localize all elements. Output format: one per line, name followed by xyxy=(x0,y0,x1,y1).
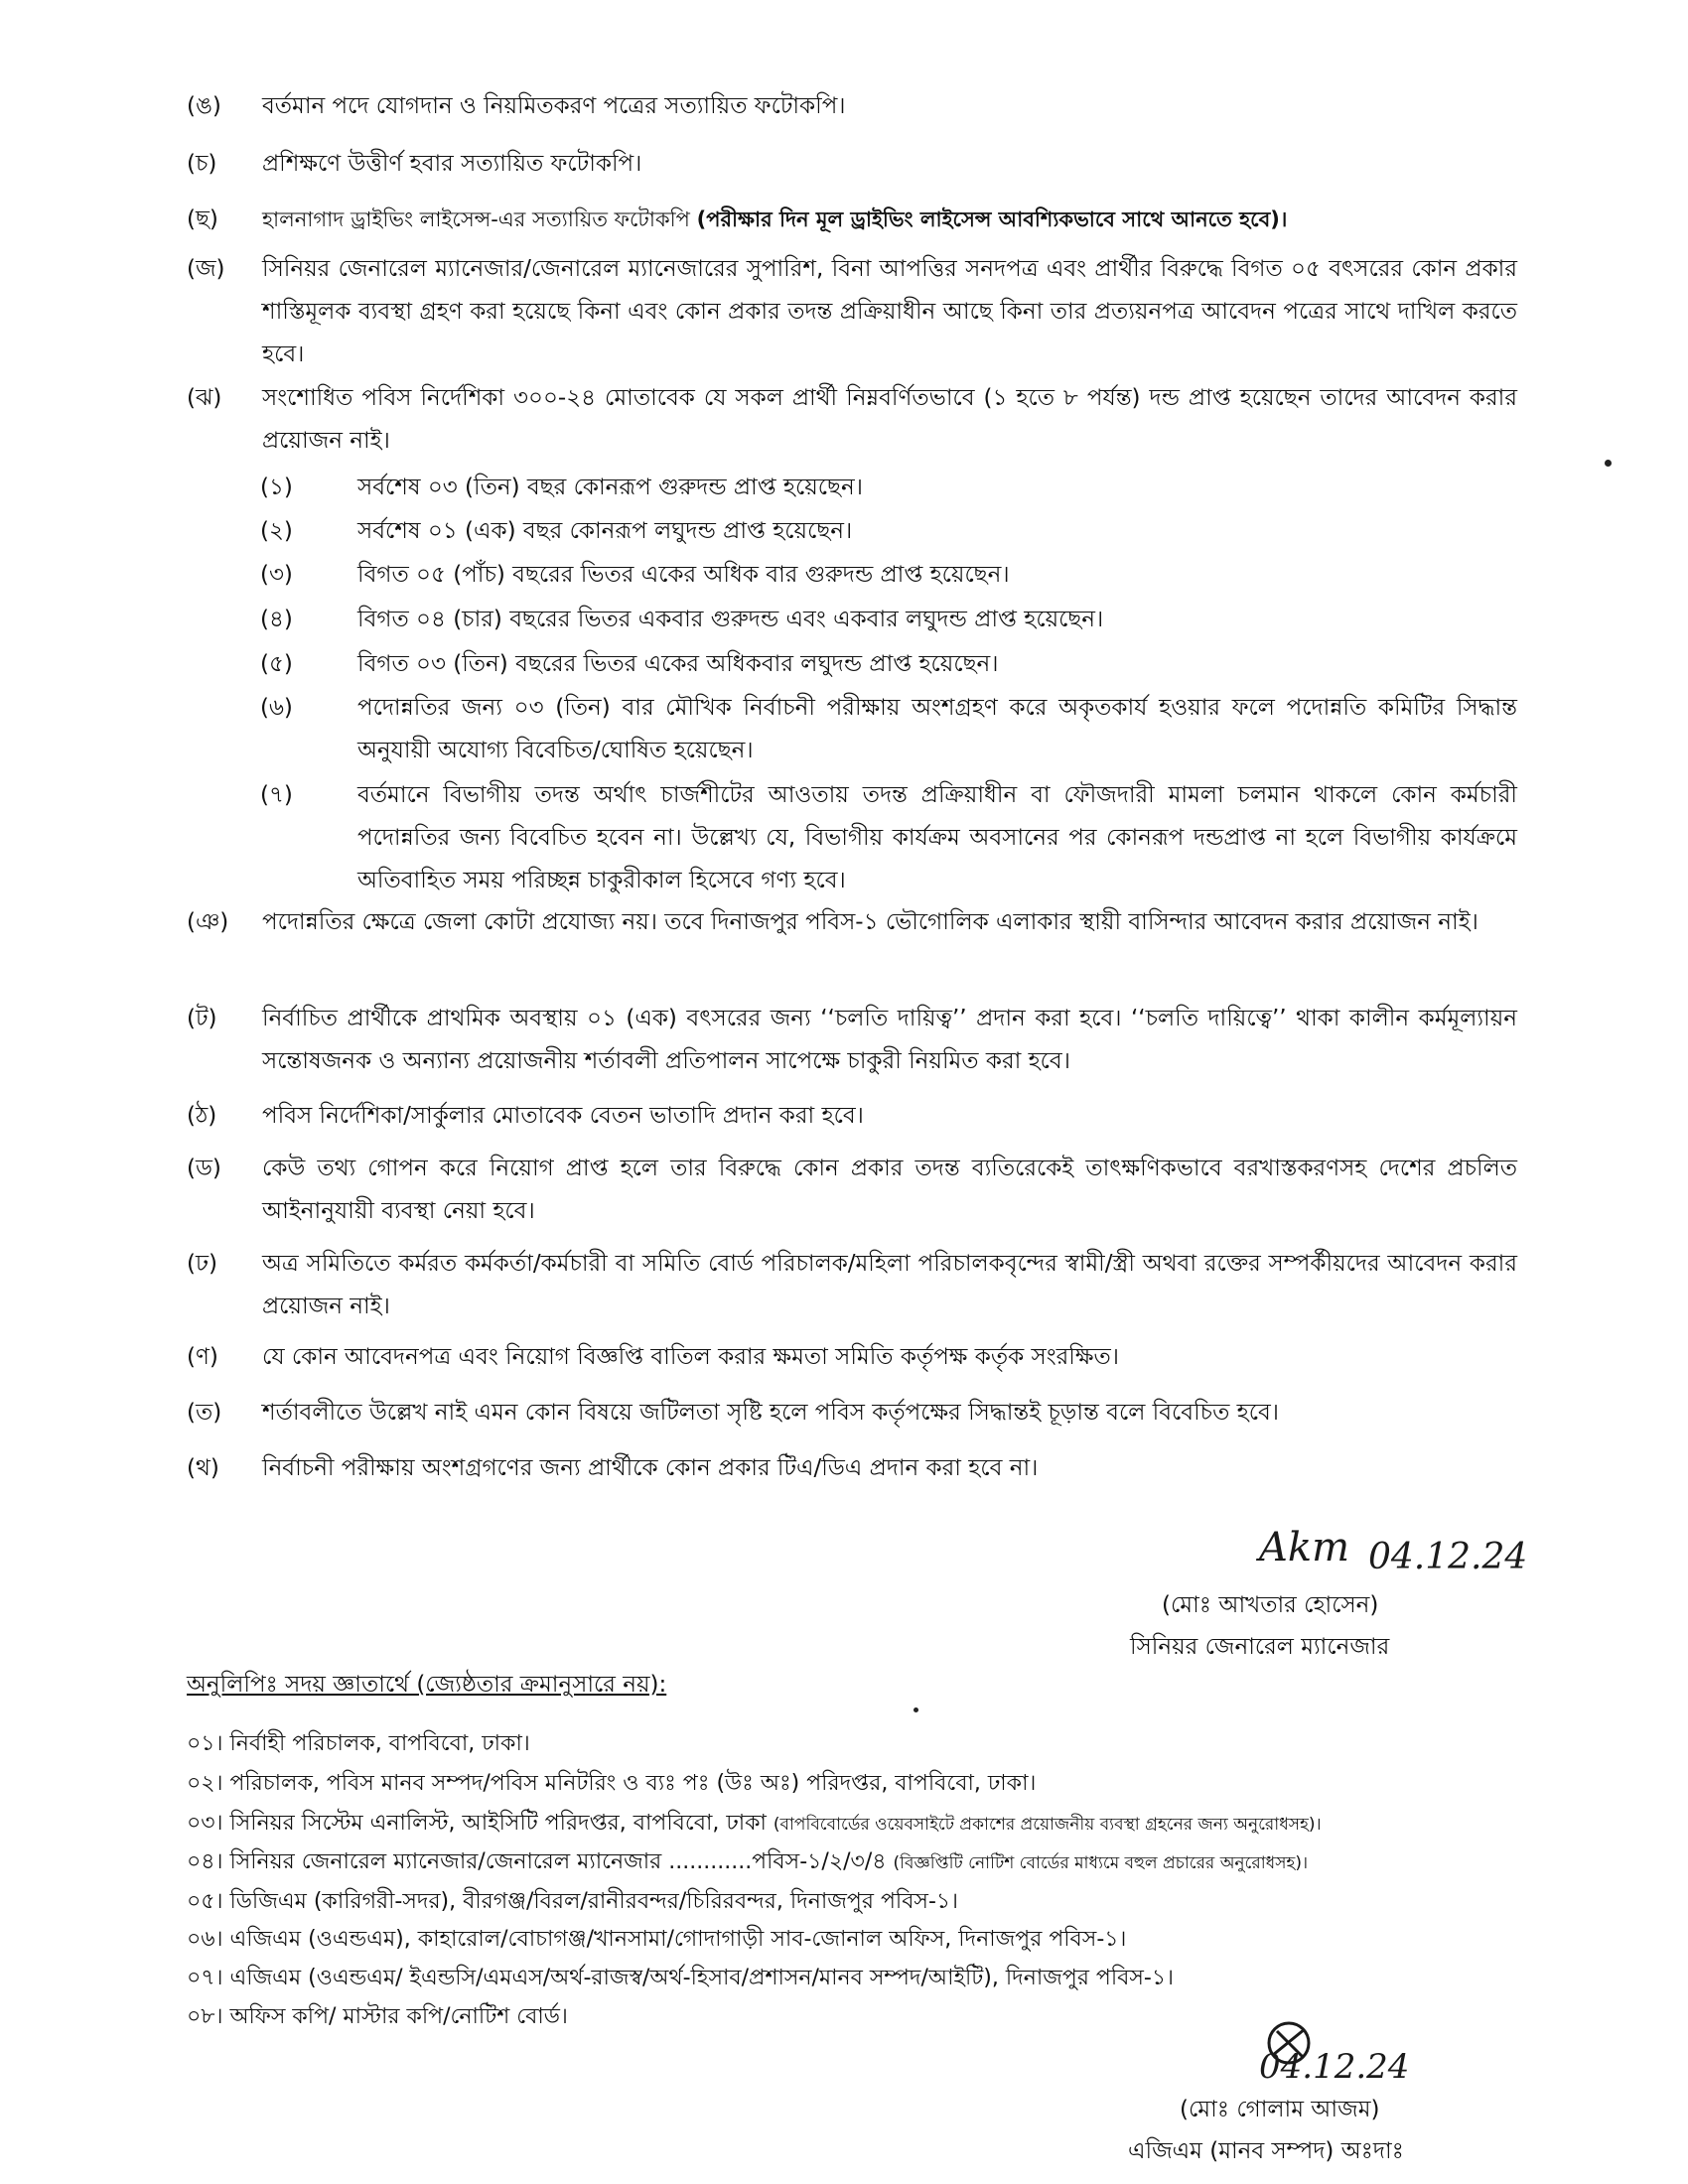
subitem-text: বর্তমানে বিভাগীয় তদন্ত অর্থাৎ চার্জশীটের আওতায় তদন্ত প্রক্রিয়াধীন বা ফৌজদারী মামলা চলমান থাকলে কোন কর্মচারী পদোন্নতির জন্য বিবেচিত হবেন না। উল্লেখ্য যে, বিভাগীয় কার্যক্রম অবসানের পর কোনরূপ দন্ডপ্রাপ্ত না হলে বিভাগীয় কার্যক্রমে অতিবাহিত সময় পরিচ্ছন্ন চাকুরীকাল হিসেবে গণ্য হবে। xyxy=(357,782,1517,893)
subitem-text: সর্বশেষ ০১ (এক) বছর কোনরূপ লঘুদন্ড প্রাপ্ত হয়েছেন। xyxy=(357,518,853,544)
penalty-subitem xyxy=(260,554,1517,597)
penalty-subitem xyxy=(260,774,1517,902)
condition-item xyxy=(187,998,1517,1083)
item-text: পদোন্নতির ক্ষেত্রে জেলা কোটা প্রযোজ্য নয়। তবে দিনাজপুর পবিস-১ ভৌগোলিক এলাকার স্থায়ী বাসিন্দার আবেদন করার প্রয়োজন নাই। xyxy=(262,909,1478,935)
item-text: কেউ তথ্য গোপন করে নিয়োগ প্রাপ্ত হলে তার বিরুদ্ধে কোন প্রকার তদন্ত ব্যতিরেকেই তাৎক্ষণিকভাবে বরখাস্তকরণসহ দেশের প্রচলিত আইনানুযায়ী ব্যবস্থা নেয়া হবে। xyxy=(262,1156,1517,1224)
subitem-text: বিগত ০৩ (তিন) বছরের ভিতর একের অধিকবার লঘুদন্ড প্রাপ্ত হয়েছেন। xyxy=(357,651,999,677)
copy-recipient: ০৬। এজিএম (ওএন্ডএম), কাহারোল/বোচাগঞ্জ/খানসামা/গোদাগাড়ী সাব-জোনাল অফিস, দিনাজপুর পবিস-১। xyxy=(187,1927,1127,1952)
item-text: প্রশিক্ষণে উত্তীর্ণ হবার সত্যায়িত ফটোকপি। xyxy=(262,151,642,177)
copy-recipient: ০২। পরিচালক, পবিস মানব সম্পদ/পবিস মনিটরিং ও ব্যঃ পঃ (উঃ অঃ) পরিদপ্তর, বাপবিবো, ঢাকা। xyxy=(187,1771,1037,1796)
penalty-subitem xyxy=(260,510,1517,553)
item-text: নির্বাচিত প্রার্থীকে প্রাথমিক অবস্থায় ০১ (এক) বৎসরের জন্য ‘‘চলতি দায়িত্ব’’ প্রদান করা হবে। ‘‘চলতি দায়িত্বে’’ থাকা কালীন কর্মমূল্যায়ন সন্তোষজনক ও অন্যান্য প্রয়োজনীয় শর্তাবলী প্রতিপালন সাপেক্ষে চাকুরী নিয়মিত করা হবে। xyxy=(262,1006,1517,1074)
item-text: সংশোধিত পবিস নির্দেশিকা ৩০০-২৪ মোতাবেক যে সকল প্রার্থী নিম্নবর্ণিতভাবে (১ হতে ৮ পর্যন্ত) দন্ড প্রাপ্ত হয়েছেন তাদের আবেদন করার প্রয়োজন নাই। xyxy=(262,385,1517,454)
condition-item xyxy=(187,1336,1517,1379)
item-marker: (ঙ) xyxy=(187,93,221,119)
condition-item xyxy=(187,901,1517,944)
item-text: পবিস নির্দেশিকা/সার্কুলার মোতাবেক বেতন ভাতাদি প্রদান করা হবে। xyxy=(262,1103,864,1129)
signatory-title: সিনিয়র জেনারেল ম্যানেজার xyxy=(1130,1634,1390,1660)
copy-recipient: ০৩। সিনিয়র সিস্টেম এনালিস্ট, আইসিটি পরিদপ্তর, বাপবিবো, ঢাকা (বাপবিবোর্ডের ওয়েবসাইটে প্রকাশের প্রয়োজনীয় ব্যবস্থা গ্রহনের জন্য অনুরোধসহ)। xyxy=(187,1811,1322,1836)
item-marker: (ত) xyxy=(187,1400,222,1426)
subitem-marker: (৩) xyxy=(260,562,293,588)
item-marker: (জ) xyxy=(187,256,225,282)
condition-item xyxy=(187,143,1517,186)
signatory-name-2: (মোঃ গোলাম আজম) xyxy=(1180,2097,1380,2122)
subitem-text: বিগত ০৪ (চার) বছরের ভিতর একবার গুরুদন্ড এবং একবার লঘুদন্ড প্রাপ্ত হয়েছেন। xyxy=(357,607,1104,632)
condition-item xyxy=(187,377,1517,463)
signatory-title-2: এজিএম (মানব সম্পদ) অঃদাঃ xyxy=(1128,2138,1404,2164)
item-text: নির্বাচনী পরীক্ষায় অংশগ্রগণের জন্য প্রার্থীকে কোন প্রকার টিএ/ডিএ প্রদান করা হবে না। xyxy=(262,1455,1039,1481)
item-text: সিনিয়র জেনারেল ম্যানেজার/জেনারেল ম্যানেজারের সুপারিশ, বিনা আপত্তির সনদপত্র এবং প্রার্থীর বিরুদ্ধে বিগত ০৫ বৎসরের কোন প্রকার শাস্তিমূলক ব্যবস্থা গ্রহণ করা হয়েছে কিনা এবং কোন প্রকার তদন্ত প্রক্রিয়াধীন আছে কিনা তার প্রত্যয়নপত্র আবেদন পত্রের সাথে দাখিল করতে হবে। xyxy=(262,256,1517,367)
condition-item xyxy=(187,1447,1517,1490)
scan-speck xyxy=(1605,460,1612,467)
subitem-marker: (৬) xyxy=(260,695,293,721)
item-text: অত্র সমিতিতে কর্মরত কর্মকর্তা/কর্মচারী বা সমিতি বোর্ড পরিচালক/মহিলা পরিচালকবৃন্দের স্বামী/স্ত্রী অথবা রক্তের সম্পর্কীয়দের আবেদন করার প্রয়োজন নাই। xyxy=(262,1251,1517,1319)
condition-item xyxy=(187,248,1517,376)
item-marker: (ণ) xyxy=(187,1344,218,1370)
scan-speck xyxy=(914,1707,918,1712)
item-text: বর্তমান পদে যোগদান ও নিয়মিতকরণ পত্রের সত্যায়িত ফটোকপি। xyxy=(262,93,846,119)
signature-handwritten: Akm xyxy=(1259,1525,1350,1570)
copy-recipient: ০৮। অফিস কপি/ মাস্টার কপি/নোটিশ বোর্ড। xyxy=(187,2004,568,2029)
subitem-marker: (৫) xyxy=(260,651,293,677)
signature-date: 04.12.24 xyxy=(1368,1537,1528,1577)
item-marker: (ছ) xyxy=(187,206,218,232)
subitem-marker: (৪) xyxy=(260,607,293,632)
item-marker: (ড) xyxy=(187,1156,221,1181)
subitem-marker: (১) xyxy=(260,475,293,500)
penalty-subitem xyxy=(260,467,1517,509)
copy-recipient: ০৫। ডিজিএম (কারিগরী-সদর), বীরগঞ্জ/বিরল/রানীরবন্দর/চিরিরবন্দর, দিনাজপুর পবিস-১। xyxy=(187,1889,959,1914)
copy-recipient: ০১। নির্বাহী পরিচালক, বাপবিবো, ঢাকা। xyxy=(187,1731,530,1756)
subitem-text: বিগত ০৫ (পাঁচ) বছরের ভিতর একের অধিক বার গুরুদন্ড প্রাপ্ত হয়েছেন। xyxy=(357,562,1010,588)
copy-recipient: ০৭। এজিএম (ওএন্ডএম/ ইএন্ডসি/এমএস/অর্থ-রাজস্ব/অর্থ-হিসাব/প্রশাসন/মানব সম্পদ/আইটি), দিনাজপুর পবিস-১। xyxy=(187,1966,1175,1990)
condition-item xyxy=(187,85,1517,128)
condition-item xyxy=(187,199,1517,241)
subitem-text: সর্বশেষ ০৩ (তিন) বছর কোনরূপ গুরুদন্ড প্রাপ্ত হয়েছেন। xyxy=(357,475,863,500)
subitem-marker: (৭) xyxy=(260,782,293,808)
copy-recipient: ০৪। সিনিয়র জেনারেল ম্যানেজার/জেনারেল ম্যানেজার ............পবিস-১/২/৩/৪ (বিজ্ঞপ্তিটি নোটিশ বোর্ডের মাধ্যমে বহুল প্রচারের অনুরোধসহ)। xyxy=(187,1849,1309,1874)
item-marker: (ঞ) xyxy=(187,909,229,935)
signature-date-2: 04.12.24 xyxy=(1259,2047,1410,2087)
condition-item xyxy=(187,1148,1517,1233)
signatory-name: (মোঃ আখতার হোসেন) xyxy=(1162,1592,1379,1618)
subitem-text: পদোন্নতির জন্য ০৩ (তিন) বার মৌখিক নির্বাচনী পরীক্ষায় অংশগ্রহণ করে অকৃতকার্য হওয়ার ফলে পদোন্নতি কমিটির সিদ্ধান্ত অনুযায়ী অযোগ্য বিবেচিত/ঘোষিত হয়েছেন। xyxy=(357,695,1517,763)
copy-heading: অনুলিপিঃ সদয় জ্ঞাতার্থে (জ্যেষ্ঠতার ক্রমানুসারে নয়): xyxy=(187,1672,667,1698)
item-text: যে কোন আবেদনপত্র এবং নিয়োগ বিজ্ঞপ্তি বাতিল করার ক্ষমতা সমিতি কর্তৃপক্ষ কর্তৃক সংরক্ষিত। xyxy=(262,1344,1119,1370)
condition-item xyxy=(187,1095,1517,1138)
subitem-marker: (২) xyxy=(260,518,293,544)
item-text: শর্তাবলীতে উল্লেখ নাই এমন কোন বিষয়ে জটিলতা সৃষ্টি হলে পবিস কর্তৃপক্ষের সিদ্ধান্তই চূড়ান্ত বলে বিবেচিত হবে। xyxy=(262,1400,1280,1426)
item-bold-note: (পরীক্ষার দিন মূল ড্রাইভিং লাইসেন্স আবশ্যিকভাবে সাথে আনতে হবে)। xyxy=(696,207,1288,231)
item-marker: (থ) xyxy=(187,1455,219,1481)
penalty-subitem xyxy=(260,599,1517,641)
item-marker: (ট) xyxy=(187,1006,217,1031)
item-text: হালনাগাদ ড্রাইভিং লাইসেন্স-এর সত্যায়িত ফটোকপি (পরীক্ষার দিন মূল ড্রাইভিং লাইসেন্স আবশ্যিকভাবে সাথে আনতে হবে)। xyxy=(262,207,1288,231)
condition-item xyxy=(187,1392,1517,1434)
item-marker: (চ) xyxy=(187,151,217,177)
item-marker: (ঝ) xyxy=(187,385,222,411)
condition-item xyxy=(187,1243,1517,1328)
item-marker: (ঠ) xyxy=(187,1103,217,1129)
item-marker: (ঢ) xyxy=(187,1251,217,1277)
penalty-subitem xyxy=(260,687,1517,772)
penalty-subitem xyxy=(260,643,1517,686)
